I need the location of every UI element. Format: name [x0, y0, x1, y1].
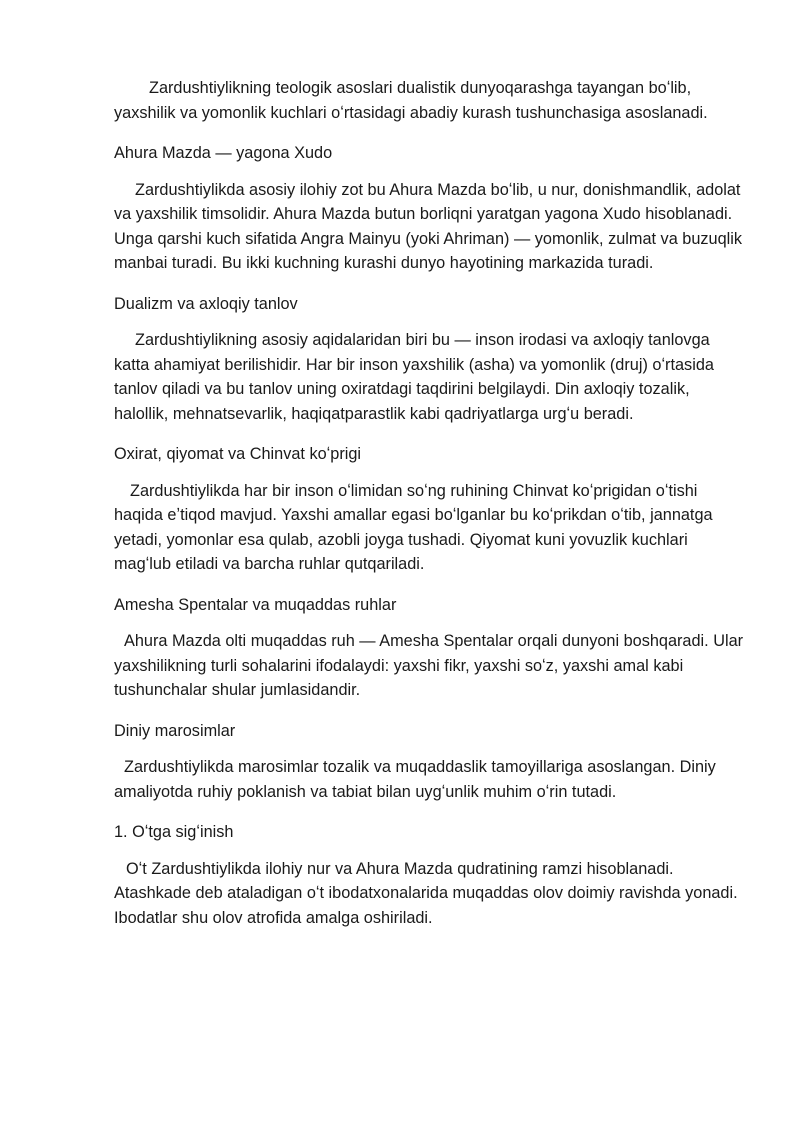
section-heading-ahura-mazda: Ahura Mazda — yagona Xudo	[114, 144, 333, 162]
section-heading-dualizm: Dualizm va axloqiy tanlov	[114, 294, 298, 313]
section-paragraph-oxirat: Zardushtiylikda har bir inson oʻlimidan soʻng ruhining Chinvat koʻprigidan oʻtishi haqida eʼtiqod mavjud. Yaxshi amallar egasi boʻlganlar bu koʻprikdan oʻtib, jannatga yetadi, yomonlar esa qulab, azobli joyga tushadi. Qiyomat kuni yovuzlik kuchlari magʻlub etiladi va barcha ruhlar qutqariladi.	[114, 481, 713, 573]
section-heading-oxirat: Oxirat, qiyomat va Chinvat koʻprigi	[114, 445, 362, 463]
section-heading-otga-siginish: 1. Oʻtga sigʻinish	[114, 823, 234, 841]
section-paragraph-amesha-spentalar: Ahura Mazda olti muqaddas ruh — Amesha Spentalar orqali dunyoni boshqaradi. Ular yaxshilikning turli sohalarini ifodalaydi: yaxshi fikr, yaxshi soʻz, yaxshi amal kabi tushunchalar shular jumlasidandir.	[114, 632, 744, 699]
intro-paragraph: Zardushtiylikning teologik asoslari dualistik dunyoqarashga tayangan boʻlib, yaxshilik va yomonlik kuchlari oʻrtasidagi abadiy kurash tushunchasiga asoslanadi.	[114, 79, 708, 122]
section-heading-marosimlar: Diniy marosimlar	[114, 721, 236, 740]
section-paragraph-dualizm: Zardushtiylikning asosiy aqidalaridan biri bu — inson irodasi va axloqiy tanlovga katta ahamiyat berilishidir. Har bir inson yaxshilik (asha) va yomonlik (druj) oʻrtasida tanlov qiladi va bu tanlov uning oxiratdagi taqdirini belgilaydi. Din axloqiy tozalik, halollik, mehnatsevarlik, haqiqatparastlik kabi qadriyatlarga urgʻu beradi.	[114, 331, 714, 423]
section-paragraph-marosimlar: Zardushtiylikda marosimlar tozalik va muqaddaslik tamoyillariga asoslangan. Diniy amaliyotda ruhiy poklanish va tabiat bilan uygʻunlik muhim oʻrin tutadi.	[114, 758, 716, 801]
section-paragraph-otga-siginish: Oʻt Zardushtiylikda ilohiy nur va Ahura Mazda qudratining ramzi hisoblanadi. Atashkade deb ataladigan oʻt ibodatxonalarida muqaddas olov doimiy ravishda yonadi. Ibodatlar shu olov atrofida amalga oshiriladi.	[114, 859, 738, 927]
section-paragraph-ahura-mazda: Zardushtiylikda asosiy ilohiy zot bu Ahura Mazda boʻlib, u nur, donishmandlik, adolat va yaxshilik timsolidir. Ahura Mazda butun borliqni yaratgan yagona Xudo hisoblanadi. Unga qarshi kuch sifatida Angra Mainyu (yoki Ahriman) — yomonlik, zulmat va buzuqlik manbai turadi. Bu ikki kuchning kurashi dunyo hayotining markazida turadi.	[114, 180, 743, 272]
document-body	[114, 76, 746, 946]
section-heading-amesha-spentalar: Amesha Spentalar va muqaddas ruhlar	[114, 595, 397, 614]
